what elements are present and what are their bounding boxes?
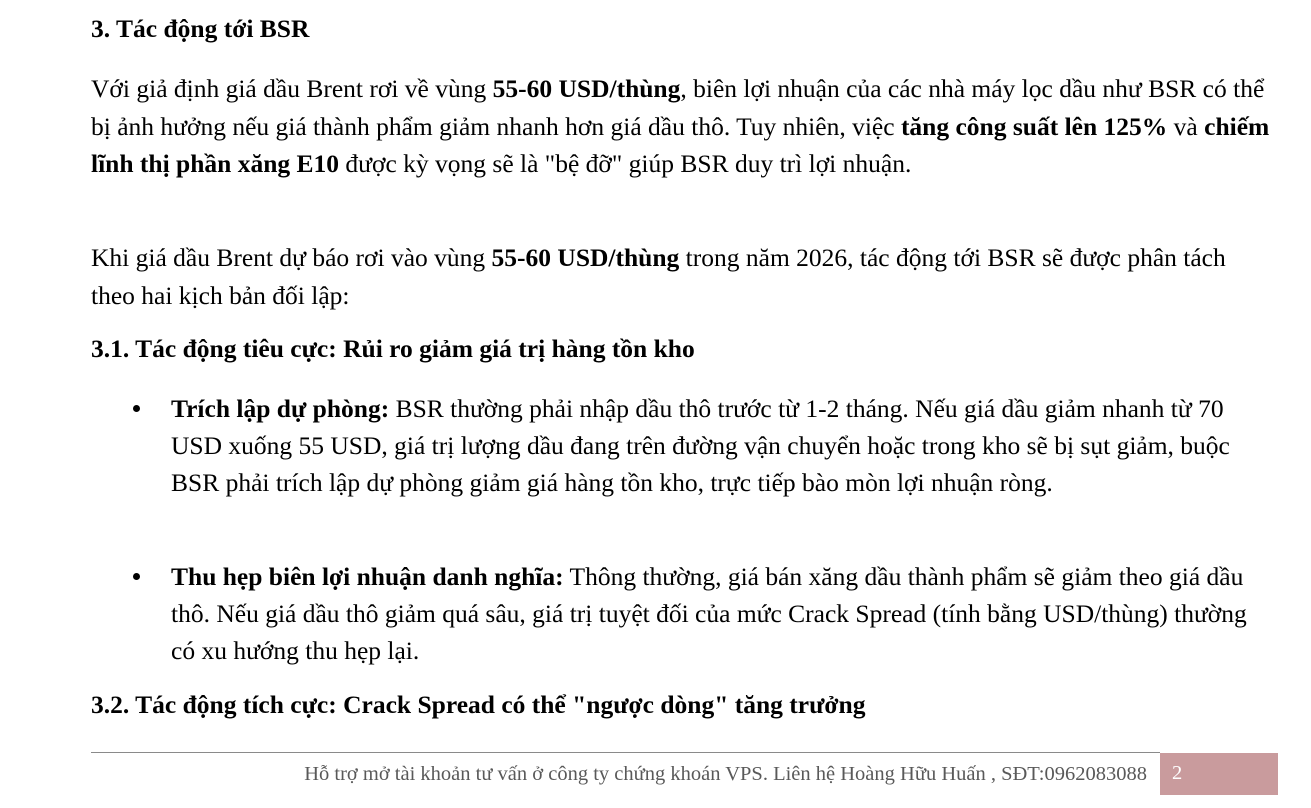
bold-capacity: tăng công suất lên 125%: [900, 111, 1168, 141]
page-number-badge: 2: [1160, 753, 1278, 795]
bold-market-share: chiếm lĩnh thị phần xăng E10: [91, 111, 1270, 178]
footer-divider: [91, 752, 1160, 753]
bold-price-range: 55-60 USD/thùng: [492, 74, 681, 103]
bullet-text: Thông thường, giá bán xăng dầu thành phẩm sẽ giảm theo giá dầu thô. Nếu giá dầu thô giảm quá sâu, giá trị tuyệt đối của mức Crack Spread (tính bằng USD/thùng) thường có xu hướng thu hẹp lại.: [171, 562, 1247, 665]
section-3-paragraph-2: [91, 239, 1271, 314]
section-3-1-heading: 3.1. Tác động tiêu cực: Rủi ro giảm giá trị hàng tồn kho: [91, 334, 695, 363]
text-run: trong năm 2026, tác động tới BSR sẽ được phân tách theo hai kịch bản đối lập:: [91, 243, 1226, 310]
text-run: Với giả định giá dầu Brent rơi về vùng: [91, 74, 493, 103]
bullet-icon: [133, 405, 140, 412]
text-run: Khi giá dầu Brent dự báo rơi vào vùng: [91, 243, 492, 272]
text-run: được kỳ vọng sẽ là "bệ đỡ" giúp BSR duy trì lợi nhuận.: [339, 149, 912, 178]
bullet-text: BSR thường phải nhập dầu thô trước từ 1-2 tháng. Nếu giá dầu giảm nhanh từ 70 USD xuống 55 USD, giá trị lượng dầu đang trên đường vận chuyển hoặc trong kho sẽ bị sụt giảm, buộc BSR phải trích lập dự phòng giảm giá hàng tồn kho, trực tiếp bào mòn lợi nhuận ròng.: [171, 394, 1230, 497]
section-3-2-heading: 3.2. Tác động tích cực: Crack Spread có thể "ngược dòng" tăng trưởng: [91, 690, 866, 719]
text-run: và: [1167, 111, 1205, 141]
bullet-icon: [133, 573, 140, 580]
bullet-label: Trích lập dự phòng:: [171, 394, 390, 423]
section-3-heading: 3. Tác động tới BSR: [91, 14, 310, 43]
bullet-label: Thu hẹp biên lợi nhuận danh nghĩa:: [171, 562, 564, 591]
section-3-paragraph-1: [91, 70, 1271, 183]
text-run: , biên lợi nhuận của các nhà máy lọc dầu như BSR có thể bị ảnh hưởng nếu giá thành phẩm giảm nhanh hơn giá dầu thô. Tuy nhiên, việc: [91, 74, 1265, 141]
bold-price-range: 55-60 USD/thùng: [491, 243, 680, 272]
bullet-item-provision: [171, 390, 1271, 501]
bullet-item-margin: [171, 558, 1271, 669]
footer-contact-text: Hỗ trợ mở tài khoản tư vấn ở công ty chứng khoán VPS. Liên hệ Hoàng Hữu Huấn , SĐT:0962083088: [304, 763, 1147, 785]
